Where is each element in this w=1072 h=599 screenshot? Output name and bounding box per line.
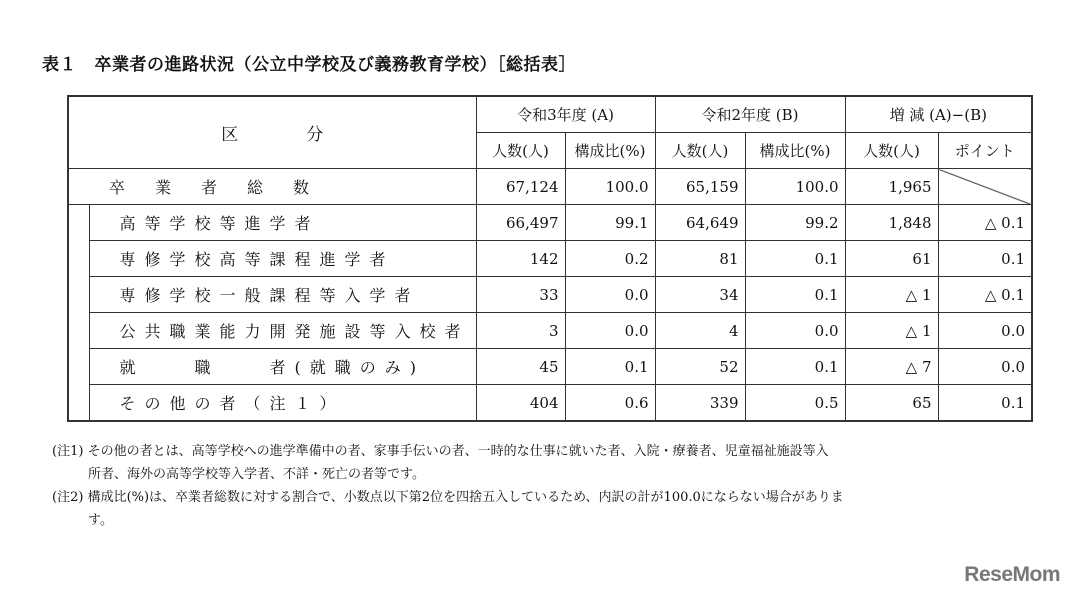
- row-label: 専修学校高等課程進学者: [89, 241, 476, 277]
- note-text: 所者、海外の高等学校等入学者、不詳・死亡の者等です。: [88, 467, 425, 482]
- cell: 0.0: [938, 313, 1032, 349]
- cell: 65,159: [655, 169, 745, 205]
- header-group-a: 令和3年度 (A): [476, 96, 655, 133]
- cell: 0.0: [565, 313, 655, 349]
- cell: △ 1: [845, 277, 938, 313]
- cell: 0.6: [565, 385, 655, 422]
- table-row: [68, 241, 1032, 277]
- cell: 66,497: [476, 205, 565, 241]
- subheader: ポイント: [938, 133, 1032, 169]
- cell: 339: [655, 385, 745, 422]
- cell: 33: [476, 277, 565, 313]
- cell: 67,124: [476, 169, 565, 205]
- cell: 0.1: [565, 349, 655, 385]
- row-label: 卒業者総数: [68, 169, 476, 205]
- cell: 0.2: [565, 241, 655, 277]
- table-row: [68, 385, 1032, 422]
- subheader: 人数(人): [845, 133, 938, 169]
- graduates-table: [67, 95, 1033, 422]
- cell: 81: [655, 241, 745, 277]
- row-label: その他の者（注１）: [89, 385, 476, 422]
- cell: 45: [476, 349, 565, 385]
- cell: 0.1: [745, 241, 845, 277]
- cell: 34: [655, 277, 745, 313]
- cell: △ 1: [845, 313, 938, 349]
- row-label: 専修学校一般課程等入学者: [89, 277, 476, 313]
- cell: 1,965: [845, 169, 938, 205]
- cell: △ 7: [845, 349, 938, 385]
- table-row: [68, 313, 1032, 349]
- cell: 61: [845, 241, 938, 277]
- cell: 100.0: [565, 169, 655, 205]
- subheader: 構成比(%): [565, 133, 655, 169]
- cell: 0.5: [745, 385, 845, 422]
- note-label: (注2): [52, 490, 84, 505]
- cell: 0.0: [745, 313, 845, 349]
- note-2: [52, 486, 844, 509]
- cell: 4: [655, 313, 745, 349]
- note-text: 構成比(%)は、卒業者総数に対する割合で、小数点以下第2位を四捨五入しているため、内訳の計が100.0にならない場合がありま: [87, 490, 844, 505]
- table-row: [68, 349, 1032, 385]
- subheader: 人数(人): [655, 133, 745, 169]
- table-row: [68, 205, 1032, 241]
- note-text: す。: [88, 513, 113, 528]
- table-row-total: [68, 169, 1032, 205]
- row-label: 就 職 者(就職のみ): [89, 349, 476, 385]
- cell: 404: [476, 385, 565, 422]
- cell: 100.0: [745, 169, 845, 205]
- cell: 0.1: [745, 349, 845, 385]
- resemom-logo: ReseMom: [964, 563, 1060, 586]
- subheader: 構成比(%): [745, 133, 845, 169]
- cell: 3: [476, 313, 565, 349]
- cell: 64,649: [655, 205, 745, 241]
- cell: △ 0.1: [938, 277, 1032, 313]
- cell: 1,848: [845, 205, 938, 241]
- indent-cell: [68, 205, 89, 422]
- cell: 0.1: [938, 385, 1032, 422]
- note-text: その他の者とは、高等学校への進学準備中の者、家事手伝いの者、一時的な仕事に就いた者、入院・療養者、児童福祉施設等入: [87, 444, 829, 459]
- cell: 0.1: [938, 241, 1032, 277]
- cell: 0.0: [938, 349, 1032, 385]
- cell: 52: [655, 349, 745, 385]
- cell: 99.2: [745, 205, 845, 241]
- header-category: 区 分: [68, 96, 476, 169]
- row-label: 高等学校等進学者: [89, 205, 476, 241]
- diagonal-empty-cell: [938, 169, 1032, 205]
- cell: 65: [845, 385, 938, 422]
- header-group-b: 令和2年度 (B): [655, 96, 845, 133]
- cell: 99.1: [565, 205, 655, 241]
- note-label: (注1): [52, 444, 84, 459]
- header-group-diff: 増 減 (A)−(B): [845, 96, 1032, 133]
- notes: [52, 440, 844, 532]
- cell: 142: [476, 241, 565, 277]
- row-label: 公共職業能力開発施設等入校者: [89, 313, 476, 349]
- cell: 0.0: [565, 277, 655, 313]
- table-title: 表１ 卒業者の進路状況（公立中学校及び義務教育学校）［総括表］: [42, 55, 576, 75]
- note-1: [52, 440, 844, 463]
- subheader: 人数(人): [476, 133, 565, 169]
- table-row: [68, 277, 1032, 313]
- cell: △ 0.1: [938, 205, 1032, 241]
- cell: 0.1: [745, 277, 845, 313]
